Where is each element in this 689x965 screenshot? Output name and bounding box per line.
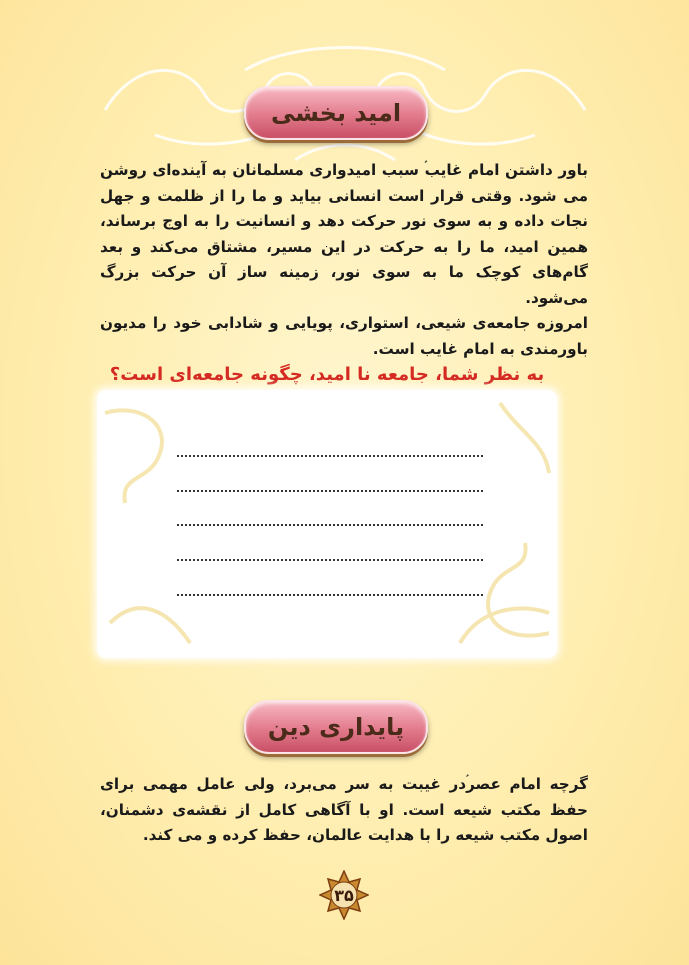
hope-paragraph-part2: سبب امیدواری مسلمانان به آینده‌ای روشن می شود. وقتی قرار است انسانی بیاید و ما را از ظلمت و جهل نجات داده و به سوی نور حرکت دهد و انسانیت را به اوج برساند، همین امید، ما را به حرکت در این مسیر، مشتاق می‌کند و بعد گام‌های کوچک ما به سوی نور، زمینه ساز آن حرکت بزرگ می‌شود. [100, 161, 588, 307]
religion-paragraph-part2: در غیبت به سر می‌برد، ولی عامل مهمی برای حفظ مکتب شیعه است. او با آگاهی کامل از نقشه‌ی دشمنان، اصول مکتب شیعه را با هدایت عالمان، حفظ کرده و می کند. [100, 775, 588, 845]
religion-paragraph [100, 769, 588, 849]
answer-box[interactable] [100, 393, 554, 655]
section-title-religion-text: پایداری دین [267, 713, 405, 741]
section-title-hope [244, 86, 428, 140]
answer-line[interactable] [177, 490, 483, 492]
hope-paragraph-second: امروزه جامعه‌ی شیعی، استواری، پویایی و شادابی خود را مدیون باورمندی به امام غایب است. [100, 314, 588, 358]
question-heading: به نظر شما، جامعه نا امید، چگونه جامعه‌ای است؟ [109, 364, 545, 385]
hope-paragraph-part1: باور داشتن امام غایب [424, 161, 588, 180]
answer-line[interactable] [177, 559, 483, 561]
section-title-hope-text: امید بخشی [270, 99, 402, 127]
answer-line[interactable] [177, 455, 483, 457]
answer-line[interactable] [177, 524, 483, 526]
section-title-religion [244, 700, 428, 754]
religion-paragraph-part1: گرچه امام عصر [466, 775, 589, 794]
page-number: ۳۵ [334, 885, 354, 905]
religion-paragraph-text [100, 769, 588, 849]
answer-line[interactable] [177, 594, 483, 596]
hope-paragraph [100, 155, 588, 362]
hope-paragraph-text [100, 155, 588, 311]
